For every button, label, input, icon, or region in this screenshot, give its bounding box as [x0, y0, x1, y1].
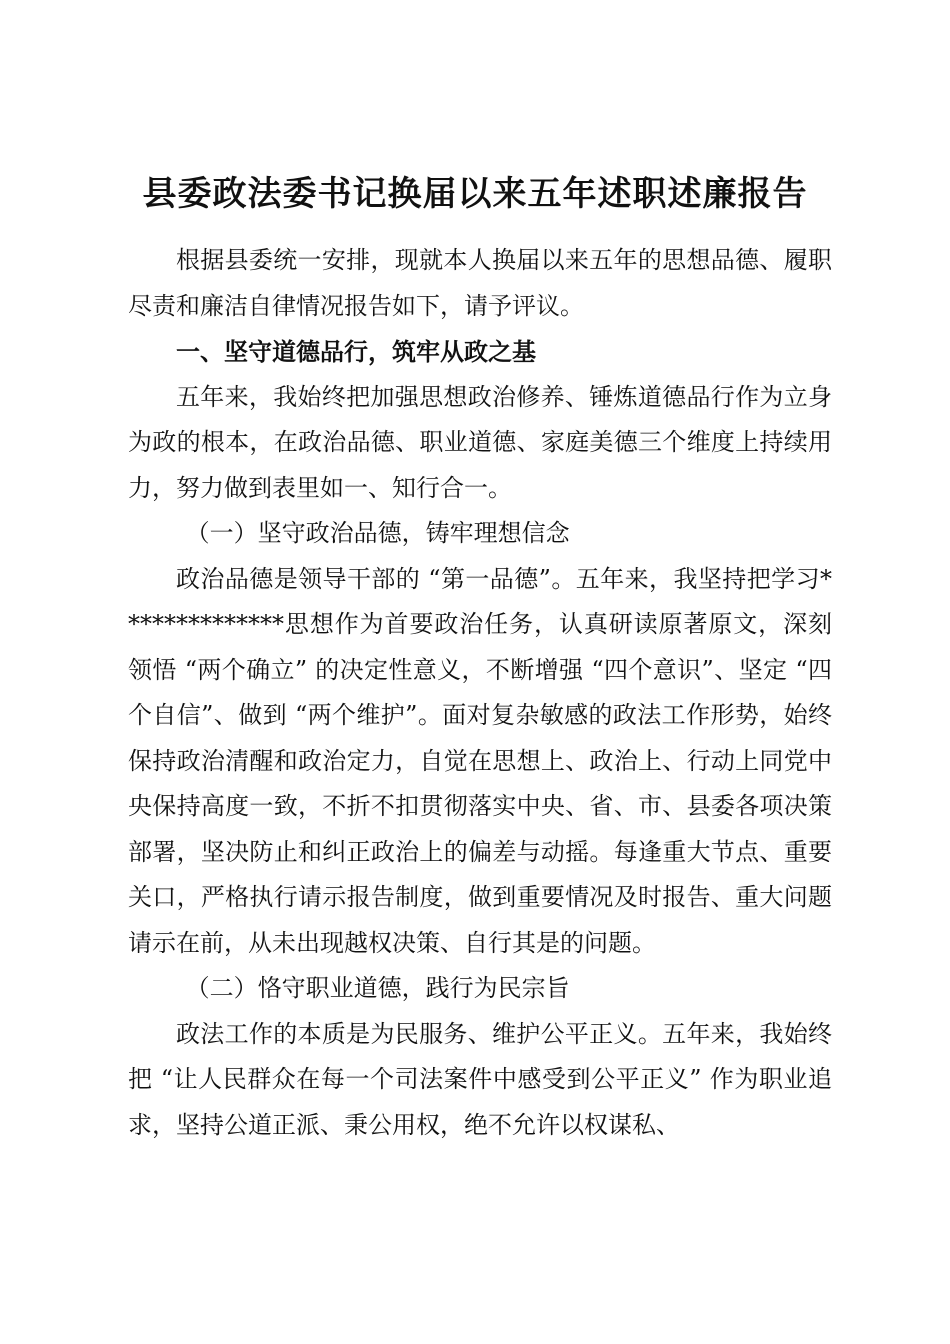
document-title: 县委政法委书记换届以来五年述职述廉报告 [142, 174, 808, 214]
section-1-paragraph: 五年来，我始终把加强思想政治修养、锤炼道德品行作为立身为政的根本，在政治品德、职业道德、家庭美德三个维度上持续用力，努力做到表里如一、知行合一。 [128, 382, 832, 502]
subsection-1-paragraph: 政治品德是领导干部的 “第一品德”。五年来，我坚持把学习**************思想作为首要政治任务，认真研读原著原文，深刻领悟 “两个确立” 的决定性意义，不断增强 “四个意识”、坚定 “四个自信”、做到 “两个维护”。面对复杂敏感的政法工作形势，始终保持政治清醒和政治定力，自觉在思想上、政治上、行动上同党中央保持高度一致，不折不扣贯彻落实中央、省、市、县委各项决策部署，坚决防止和纠正政治上的偏差与动摇。每逢重大节点、重要关口，严格执行请示报告制度，做到重要情况及时报告、重大问题请示在前，从未出现越权决策、自行其是的问题。 [128, 564, 832, 957]
subsection-1-heading: （一）坚守政治品德，铸牢理想信念 [185, 519, 570, 547]
subsection-2-heading: （二）恪守职业道德，践行为民宗旨 [185, 974, 570, 1002]
subsection-2-paragraph: 政法工作的本质是为民服务、维护公平正义。五年来，我始终把 “让人民群众在每一个司法案件中感受到公平正义” 作为职业追求，坚持公道正派、秉公用权，绝不允许以权谋私、 [128, 1019, 832, 1139]
document-body [128, 238, 832, 1148]
intro-paragraph: 根据县委统一安排，现就本人换届以来五年的思想品德、履职尽责和廉洁自律情况报告如下，请予评议。 [128, 246, 832, 320]
section-1-heading: 一、坚守道德品行，筑牢从政之基 [176, 337, 536, 366]
